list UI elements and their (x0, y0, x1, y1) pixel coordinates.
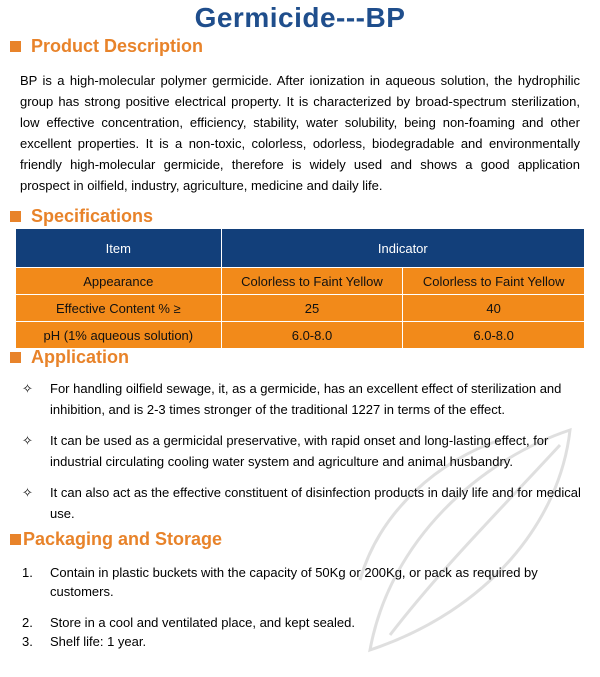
table-row (16, 295, 585, 322)
list-number: 3. (22, 634, 33, 649)
list-item-text: It can be used as a germicidal preservative, with rapid onset and long-lasting effect, for industrial circulating cooling water system and agriculture and animal husbandry. (50, 433, 549, 469)
list-item (22, 430, 587, 472)
section-packaging (10, 529, 222, 550)
list-number: 1. (22, 565, 33, 580)
cell-value: 25 (221, 295, 403, 322)
list-item-text: It can also act as the effective constituent of disinfection products in daily life and for medical use. (50, 485, 581, 521)
list-item (22, 563, 587, 601)
header-indicator: Indicator (221, 229, 584, 268)
cell-item: Effective Content % ≥ (16, 295, 222, 322)
cell-value: Colorless to Faint Yellow (221, 268, 403, 295)
section-application (10, 347, 129, 368)
cell-item: pH (1% aqueous solution) (16, 322, 222, 349)
cell-item: Appearance (16, 268, 222, 295)
cell-value: 6.0-8.0 (403, 322, 585, 349)
cell-value: Colorless to Faint Yellow (403, 268, 585, 295)
specifications-table (15, 228, 585, 349)
list-item (22, 482, 587, 524)
list-item-text: Shelf life: 1 year. (50, 634, 147, 649)
square-bullet-icon (10, 534, 21, 545)
square-bullet-icon (10, 352, 21, 363)
header-item: Item (16, 229, 222, 268)
section-title: Packaging and Storage (23, 529, 223, 549)
square-bullet-icon (10, 41, 21, 52)
section-specifications (10, 206, 153, 227)
table-row (16, 268, 585, 295)
section-title: Specifications (31, 206, 154, 226)
star-bullet-icon: ✧ (22, 433, 33, 448)
list-item-text: For handling oilfield sewage, it, as a germicide, has an excellent effect of sterilization and inhibition, and is 2-3 times stronger of the traditional 1227 in terms of the effect. (50, 381, 562, 417)
page-title: Germicide---BP (194, 2, 406, 33)
section-title: Product Description (31, 36, 204, 56)
cell-value: 6.0-8.0 (221, 322, 403, 349)
list-number: 2. (22, 615, 33, 630)
section-title: Application (31, 347, 129, 367)
star-bullet-icon: ✧ (22, 485, 33, 500)
cell-value: 40 (403, 295, 585, 322)
section-product-description (10, 36, 203, 57)
list-item (22, 632, 587, 651)
list-item (22, 378, 587, 420)
list-item (22, 613, 587, 632)
star-bullet-icon: ✧ (22, 381, 33, 396)
table-header-row (16, 229, 585, 268)
list-item-text: Store in a cool and ventilated place, and kept sealed. (50, 615, 355, 630)
list-item-text: Contain in plastic buckets with the capacity of 50Kg or 200Kg, or pack as required by customers. (50, 565, 538, 599)
table-row (16, 322, 585, 349)
square-bullet-icon (10, 211, 21, 222)
description-paragraph: BP is a high-molecular polymer germicide. After ionization in aqueous solution, the hydrophilic group has strong positive electrical property. It is characterized by broad-spectrum sterilization, low effective concentration, efficiency, stability, water solubility, being non-foaming and other excellent properties. It is a non-toxic, colorless, odorless, biodegradable and environmentally friendly high-molecular germicide, therefore is widely used and shows a good application prospect in oilfield, industry, agriculture, medicine and daily life. (20, 73, 580, 193)
